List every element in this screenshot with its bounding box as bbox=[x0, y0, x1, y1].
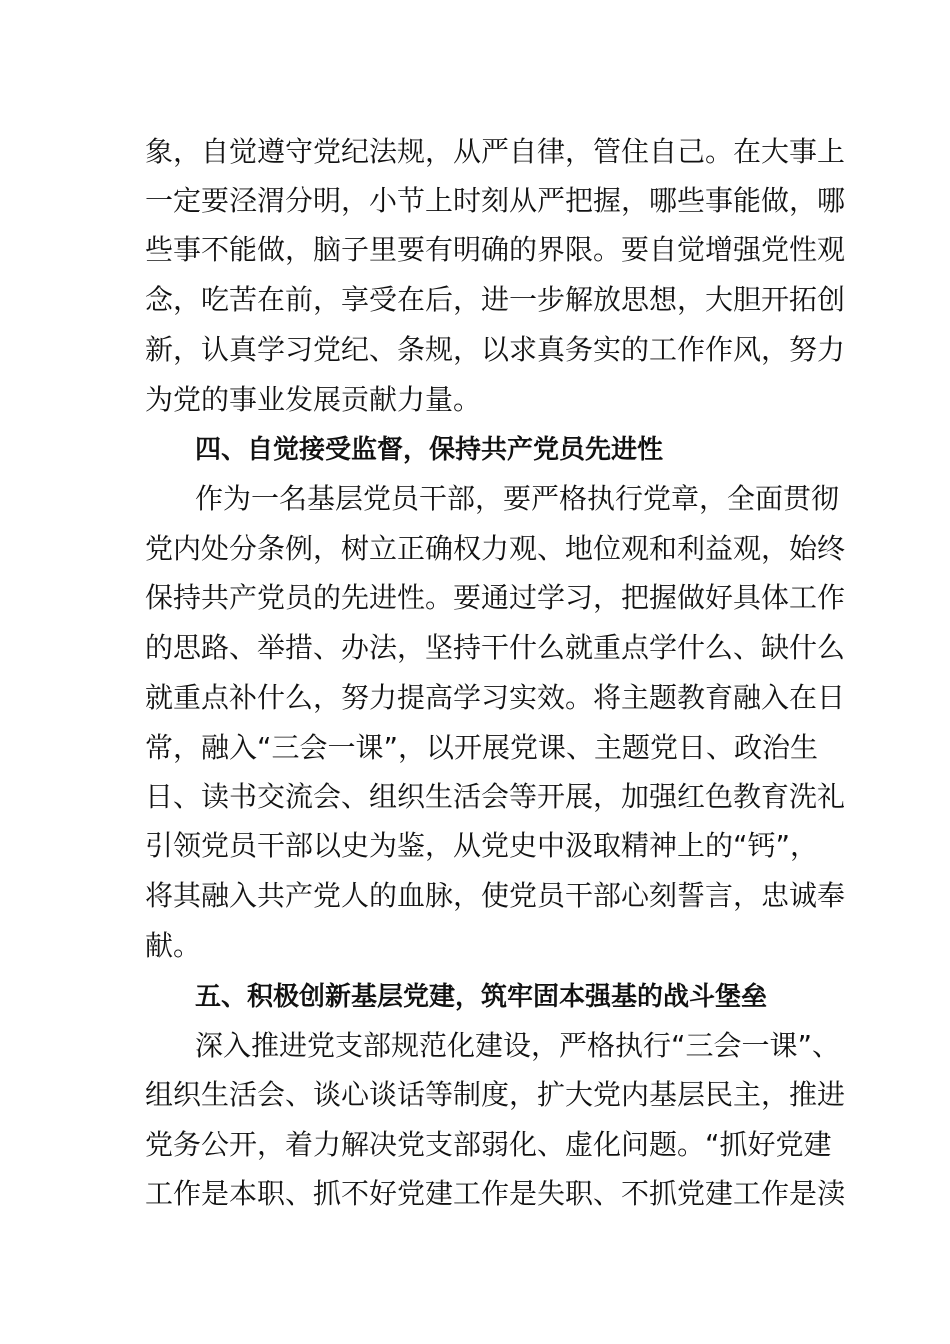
body-text-line: 将其融入共产党人的血脉，使党员干部心刻誓言，忠诚奉 bbox=[145, 879, 846, 912]
body-text-line: 党务公开，着力解决党支部弱化、虚化问题。“抓好党建 bbox=[145, 1128, 832, 1161]
body-text-line: 些事不能做，脑子里要有明确的界限。要自觉增强党性观 bbox=[145, 233, 846, 266]
body-text-line: 工作是本职、抓不好党建工作是失职、不抓党建工作是渎 bbox=[145, 1177, 846, 1210]
body-text-line: 象，自觉遵守党纪法规，从严自律，管住自己。在大事上 bbox=[145, 135, 846, 168]
body-text-line: 常，融入“三会一课”，以开展党课、主题党日、政治生 bbox=[145, 731, 819, 764]
body-text-line: 党内处分条例，树立正确权力观、地位观和利益观，始终 bbox=[145, 532, 846, 565]
body-text-line: 献。 bbox=[145, 929, 202, 962]
body-text-line: 的思路、举措、办法，坚持干什么就重点学什么、缺什么 bbox=[145, 631, 846, 664]
body-text-line: 日、读书交流会、组织生活会等开展，加强红色教育洗礼 bbox=[145, 780, 846, 813]
body-text-line: 一定要泾渭分明，小节上时刻从严把握，哪些事能做，哪 bbox=[145, 184, 846, 217]
section-heading: 五、积极创新基层党建，筑牢固本强基的战斗堡垒 bbox=[195, 982, 768, 1012]
body-text-line: 新，认真学习党纪、条规，以求真务实的工作作风，努力 bbox=[145, 333, 846, 366]
body-text-line: 念，吃苦在前，享受在后，进一步解放思想，大胆开拓创 bbox=[145, 283, 846, 316]
body-text-line: 就重点补什么，努力提高学习实效。将主题教育融入在日 bbox=[145, 681, 846, 714]
body-text-line: 深入推进党支部规范化建设，严格执行“三会一课”、 bbox=[195, 1029, 841, 1062]
body-text-line: 为党的事业发展贡献力量。 bbox=[145, 383, 482, 416]
body-text-line: 保持共产党员的先进性。要通过学习，把握做好具体工作 bbox=[145, 581, 846, 614]
body-text-line: 组织生活会、谈心谈话等制度，扩大党内基层民主，推进 bbox=[145, 1078, 846, 1111]
body-text-line: 作为一名基层党员干部，要严格执行党章，全面贯彻 bbox=[195, 482, 840, 515]
section-heading: 四、自觉接受监督，保持共产党员先进性 bbox=[195, 435, 664, 465]
body-text-line: 引领党员干部以史为鉴，从党史中汲取精神上的“钙”， bbox=[145, 829, 819, 862]
